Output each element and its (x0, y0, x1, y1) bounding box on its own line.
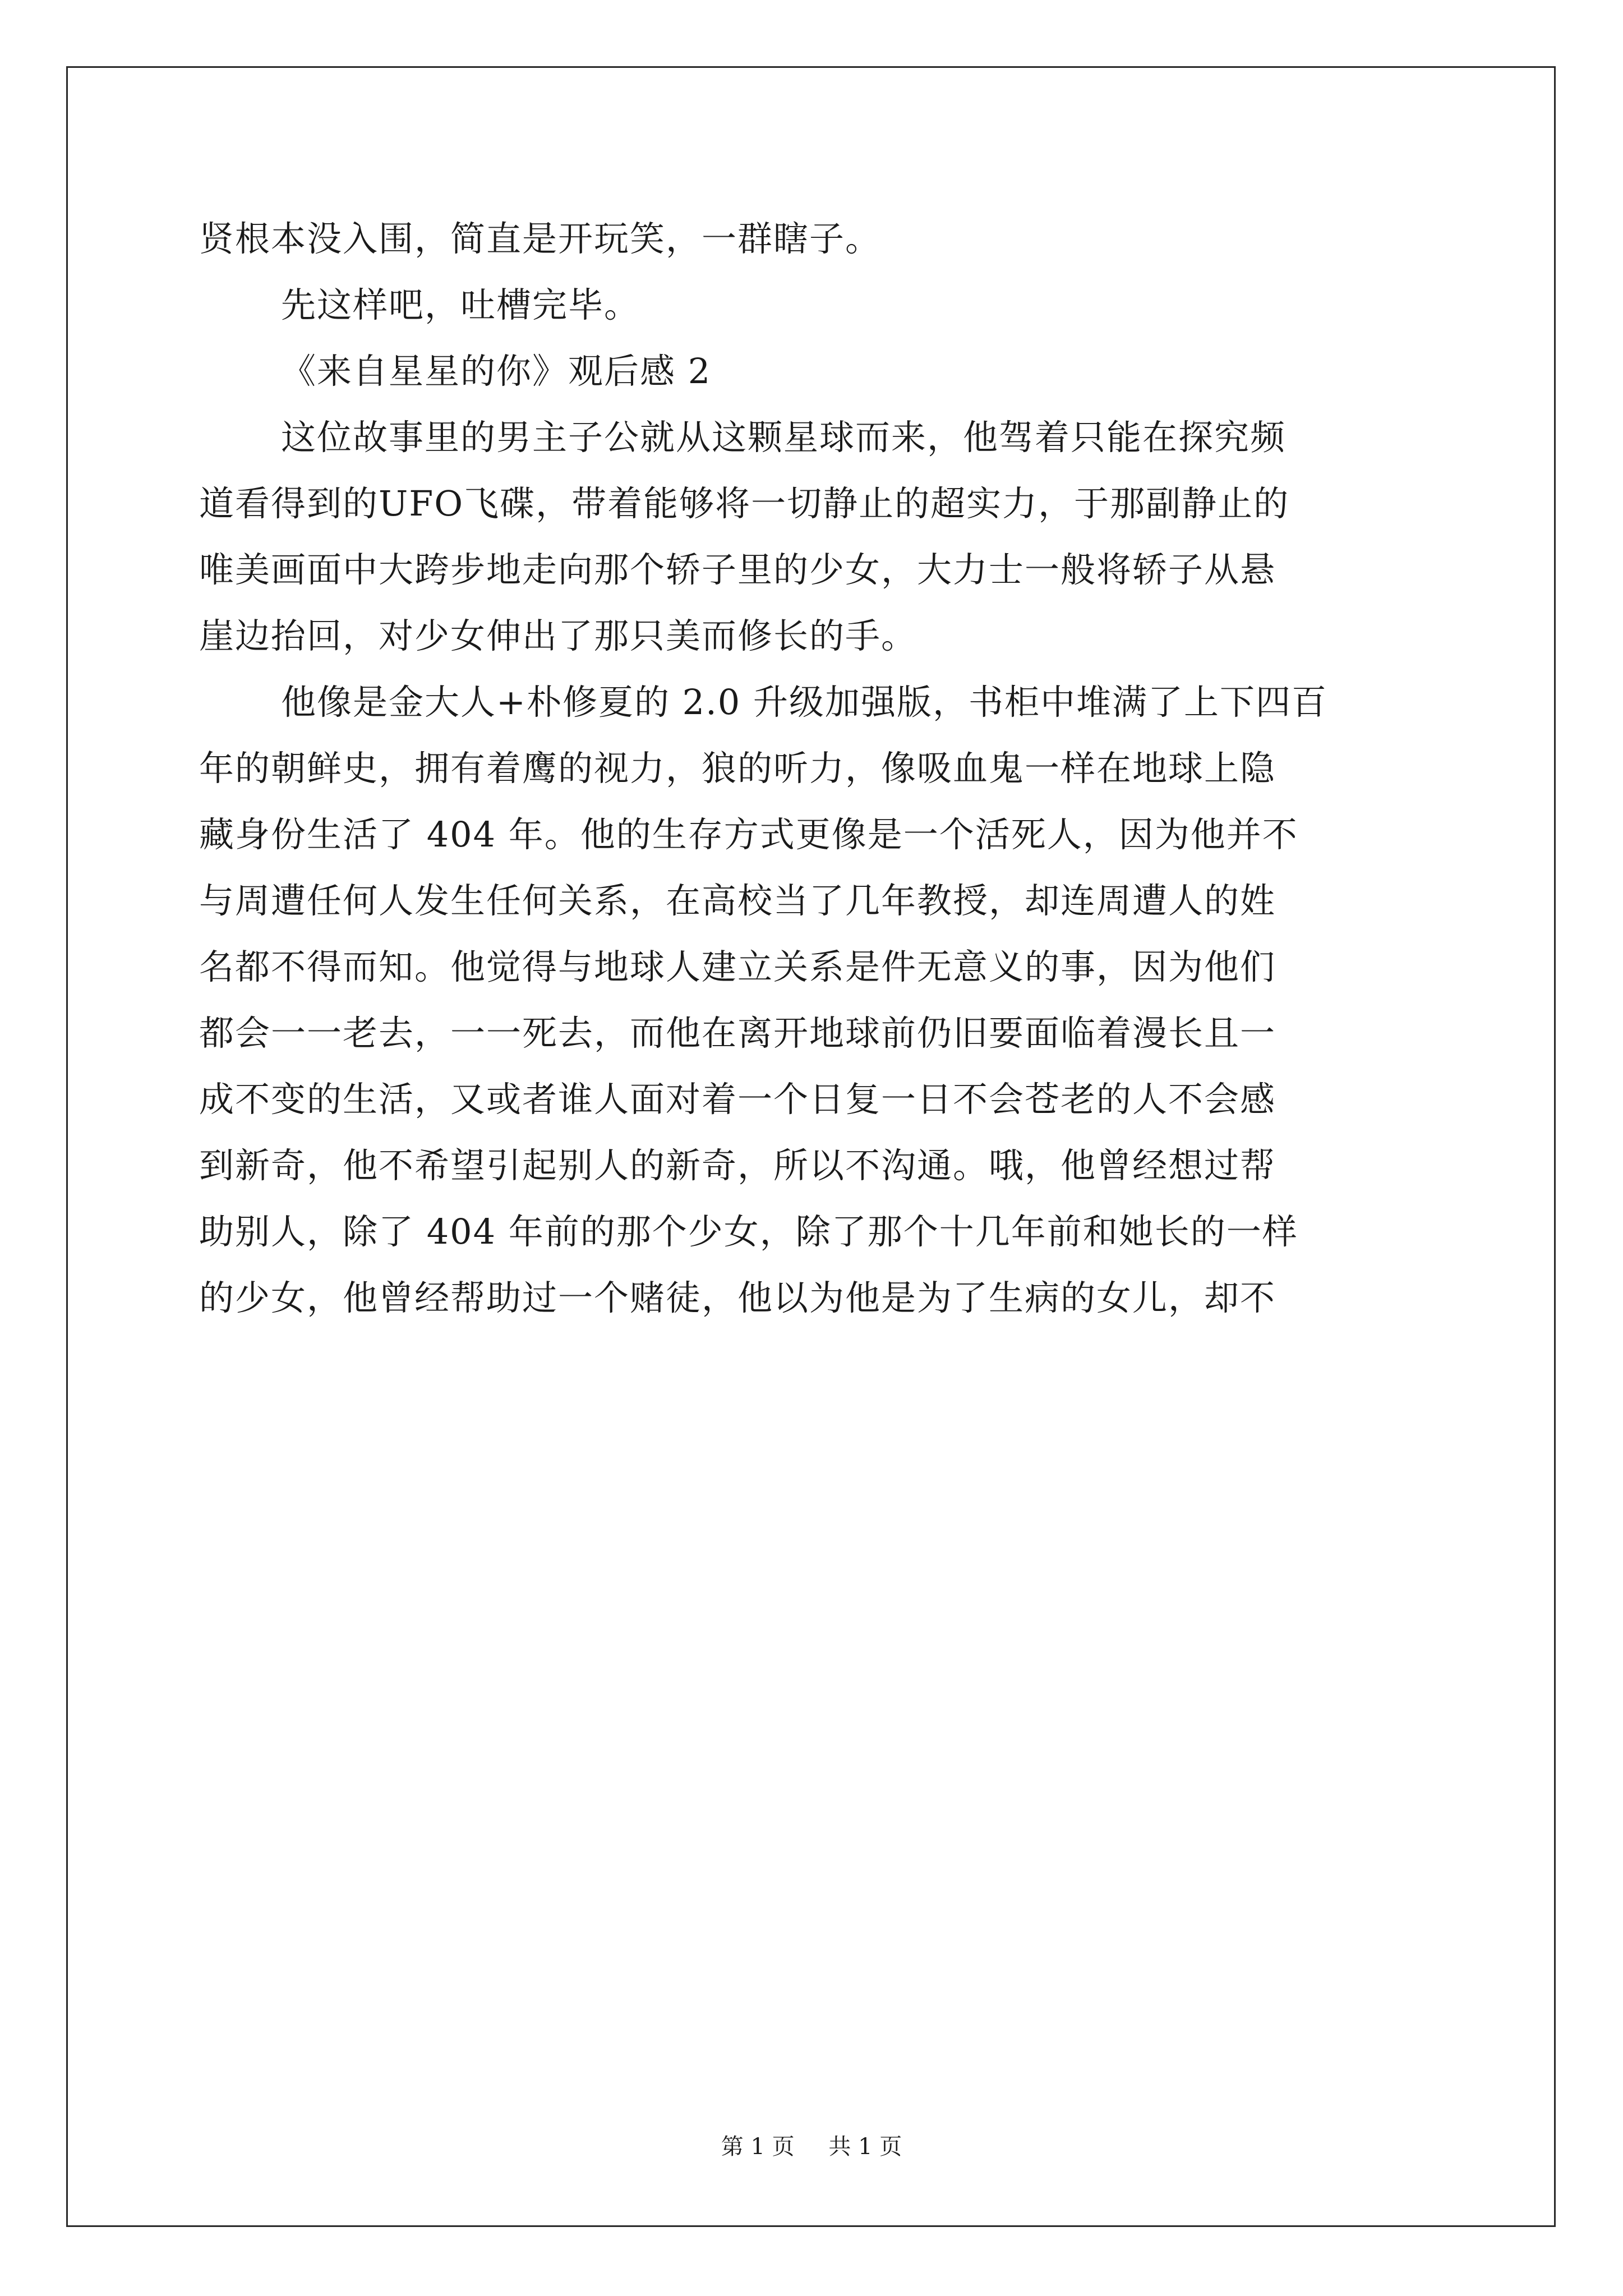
text-line: 藏身份生活了 404 年。他的生存方式更像是一个活死人，因为他并不 (199, 814, 1298, 855)
text-line: 年的朝鲜史，拥有着鹰的视力，狼的听力，像吸血鬼一样在地球上隐 (199, 748, 1276, 789)
text-line: 崖边抬回，对少女伸出了那只美而修长的手。 (199, 615, 917, 656)
page-footer (0, 2133, 1623, 2161)
text-line: 的少女，他曾经帮助过一个赌徒，他以为他是为了生病的女儿，却不 (199, 1277, 1276, 1318)
text-line: 唯美画面中大跨步地走向那个轿子里的少女，大力士一般将轿子从悬 (199, 549, 1276, 590)
text-line: 与周遭任何人发生任何关系，在高校当了几年教授，却连周遭人的姓 (199, 880, 1276, 921)
text-line: 他像是金大人+朴修夏的 2.0 升级加强版，书柜中堆满了上下四百 (281, 682, 1327, 723)
text-line: 成不变的生活，又或者谁人面对着一个日复一日不会苍老的人不会感 (199, 1079, 1276, 1120)
text-line: 助别人，除了 404 年前的那个少女，除了那个十几年前和她长的一样 (199, 1211, 1298, 1252)
text-line: 到新奇，他不希望引起别人的新奇，所以不沟通。哦，他曾经想过帮 (199, 1145, 1276, 1186)
text-line: 先这样吧，吐槽完毕。 (281, 284, 640, 325)
document-body (199, 206, 1427, 1331)
page-number: 第 1 页 (721, 2134, 795, 2160)
text-line: 道看得到的UFO飞碟，带着能够将一切静止的超实力，于那副静止的 (199, 483, 1290, 524)
text-line: 名都不得而知。他觉得与地球人建立关系是件无意义的事，因为他们 (199, 946, 1276, 987)
text-line: 都会一一老去，一一死去，而他在离开地球前仍旧要面临着漫长且一 (199, 1013, 1276, 1053)
text-line: 贤根本没入围，简直是开玩笑，一群瞎子。 (199, 218, 882, 259)
section-heading: 《来自星星的你》观后感 2 (281, 351, 712, 392)
text-line: 这位故事里的男主子公就从这颗星球而来，他驾着只能在探究频 (281, 417, 1287, 458)
page-total: 共 1 页 (828, 2134, 902, 2160)
